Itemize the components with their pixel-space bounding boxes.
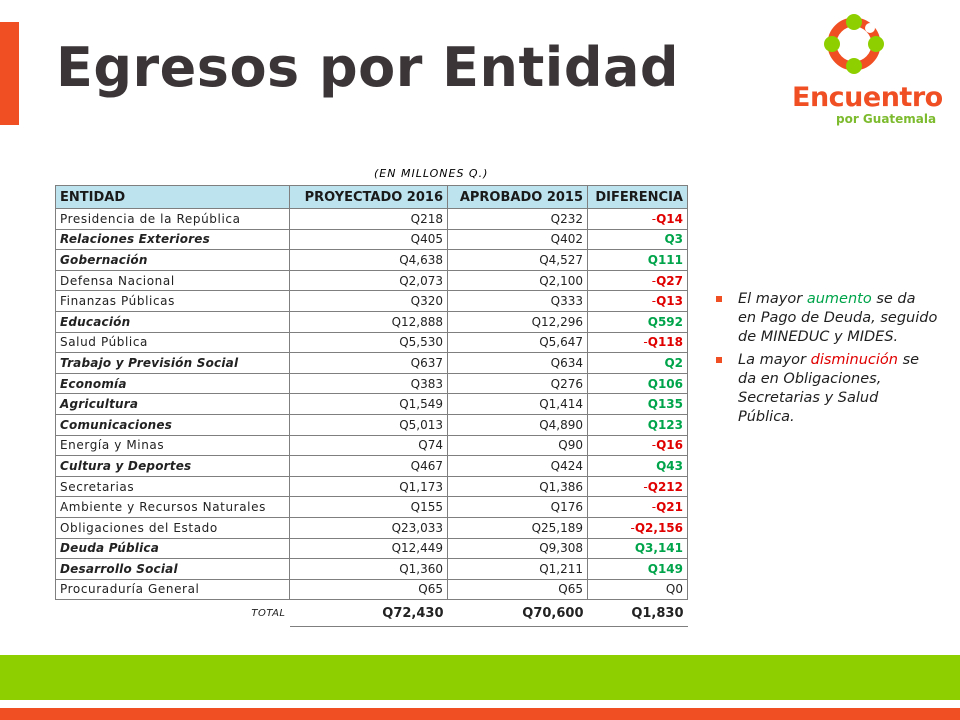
cell-entidad: Trabajo y Previsión Social <box>56 353 290 374</box>
difference-value: Q118 <box>647 335 683 350</box>
cell-proyectado: Q383 <box>290 373 448 394</box>
bullet-list <box>728 290 938 431</box>
cell-proyectado: Q1,173 <box>290 476 448 497</box>
bullet-text: se da en Obligaciones, Secretarias y Salud Pública. <box>738 352 920 425</box>
cell-entidad: Presidencia de la República <box>56 209 290 230</box>
cell-aprobado: Q424 <box>448 456 588 477</box>
logo-ring <box>824 14 884 74</box>
cell-entidad: Salud Pública <box>56 332 290 353</box>
negative-sign: - <box>651 273 657 288</box>
bullet-highlight: aumento <box>806 291 872 307</box>
total-label: TOTAL <box>251 608 286 620</box>
table-caption: (EN MILLONES Q.) <box>374 167 489 180</box>
table-row <box>56 291 688 312</box>
cell-entidad: Deuda Pública <box>56 538 290 559</box>
header-entidad: ENTIDAD <box>56 186 290 209</box>
table-row <box>56 373 688 394</box>
header-aprobado: APROBADO 2015 <box>448 186 588 209</box>
cell-entidad: Agricultura <box>56 394 290 415</box>
cell-aprobado: Q232 <box>448 209 588 230</box>
cell-diferencia <box>588 291 688 312</box>
cell-diferencia <box>588 456 688 477</box>
cell-entidad: Defensa Nacional <box>56 270 290 291</box>
total-row <box>56 600 688 627</box>
negative-sign: - <box>643 335 648 350</box>
cell-entidad: Gobernación <box>56 250 290 271</box>
table-header-row <box>56 186 688 209</box>
difference-value: Q43 <box>656 458 683 473</box>
cell-aprobado: Q276 <box>448 373 588 394</box>
table-row <box>56 229 688 250</box>
table-row <box>56 250 688 271</box>
footer-green-band <box>0 655 960 700</box>
cell-aprobado: Q1,414 <box>448 394 588 415</box>
cell-diferencia <box>588 209 688 230</box>
negative-sign: - <box>651 500 657 515</box>
table-row <box>56 456 688 477</box>
cell-diferencia <box>588 435 688 456</box>
table-body <box>56 209 688 600</box>
cell-proyectado: Q23,033 <box>290 517 448 538</box>
accent-bar <box>0 22 19 125</box>
cell-entidad: Procuraduría General <box>56 579 290 600</box>
cell-proyectado: Q12,449 <box>290 538 448 559</box>
logo-word: Encuentro <box>792 82 943 113</box>
cell-diferencia <box>588 373 688 394</box>
cell-diferencia <box>588 353 688 374</box>
cell-entidad: Cultura y Deportes <box>56 456 290 477</box>
total-aprobado: Q70,600 <box>448 600 588 627</box>
cell-entidad: Desarrollo Social <box>56 559 290 580</box>
footer-orange-band <box>0 708 960 720</box>
negative-sign: - <box>651 211 657 226</box>
difference-value: Q135 <box>647 397 683 412</box>
logo-subtitle: por Guatemala <box>836 112 937 126</box>
cell-diferencia <box>588 229 688 250</box>
bullet-item <box>728 351 938 427</box>
cell-diferencia <box>588 497 688 518</box>
difference-value: Q106 <box>647 376 683 391</box>
difference-value: Q0 <box>665 582 683 597</box>
difference-value: Q123 <box>647 417 683 432</box>
cell-aprobado: Q12,296 <box>448 311 588 332</box>
table-row <box>56 538 688 559</box>
cell-entidad: Obligaciones del Estado <box>56 517 290 538</box>
table-row <box>56 209 688 230</box>
table-row <box>56 311 688 332</box>
cell-proyectado: Q637 <box>290 353 448 374</box>
bullet-text: se da en Pago de Deuda, seguido de MINEDUC y MIDES. <box>738 291 938 345</box>
cell-proyectado: Q5,530 <box>290 332 448 353</box>
table-row <box>56 270 688 291</box>
difference-value: Q592 <box>647 314 683 329</box>
cell-diferencia <box>588 559 688 580</box>
cell-proyectado: Q65 <box>290 579 448 600</box>
cell-proyectado: Q218 <box>290 209 448 230</box>
difference-value: Q2 <box>664 355 683 370</box>
header-diferencia: DIFERENCIA <box>588 186 688 209</box>
cell-diferencia <box>588 332 688 353</box>
negative-sign: - <box>651 294 657 309</box>
cell-aprobado: Q1,211 <box>448 559 588 580</box>
cell-diferencia <box>588 517 688 538</box>
difference-value: Q149 <box>647 561 683 576</box>
difference-value: Q3 <box>664 232 683 247</box>
cell-aprobado: Q1,386 <box>448 476 588 497</box>
budget-table <box>55 185 688 627</box>
cell-diferencia <box>588 394 688 415</box>
cell-entidad: Finanzas Públicas <box>56 291 290 312</box>
cell-aprobado: Q9,308 <box>448 538 588 559</box>
table-row <box>56 497 688 518</box>
total-proyectado: Q72,430 <box>290 600 448 627</box>
difference-value: Q3,141 <box>634 541 683 556</box>
cell-aprobado: Q634 <box>448 353 588 374</box>
cell-proyectado: Q1,549 <box>290 394 448 415</box>
cell-entidad: Economía <box>56 373 290 394</box>
difference-value: Q21 <box>656 500 683 515</box>
cell-proyectado: Q405 <box>290 229 448 250</box>
cell-proyectado: Q467 <box>290 456 448 477</box>
bullet-item <box>728 290 938 347</box>
cell-diferencia <box>588 476 688 497</box>
cell-proyectado: Q1,360 <box>290 559 448 580</box>
table-row <box>56 394 688 415</box>
cell-entidad: Relaciones Exteriores <box>56 229 290 250</box>
difference-value: Q16 <box>656 438 683 453</box>
cell-aprobado: Q90 <box>448 435 588 456</box>
total-diferencia: Q1,830 <box>588 600 688 627</box>
cell-diferencia <box>588 414 688 435</box>
cell-proyectado: Q74 <box>290 435 448 456</box>
header-proyectado: PROYECTADO 2016 <box>290 186 448 209</box>
cell-aprobado: Q402 <box>448 229 588 250</box>
difference-value: Q14 <box>656 211 683 226</box>
negative-sign: - <box>643 479 648 494</box>
cell-proyectado: Q4,638 <box>290 250 448 271</box>
difference-value: Q27 <box>656 273 683 288</box>
cell-diferencia <box>588 250 688 271</box>
difference-value: Q13 <box>656 294 683 309</box>
table-row <box>56 559 688 580</box>
cell-entidad: Ambiente y Recursos Naturales <box>56 497 290 518</box>
cell-aprobado: Q4,890 <box>448 414 588 435</box>
cell-entidad: Secretarias <box>56 476 290 497</box>
cell-aprobado: Q4,527 <box>448 250 588 271</box>
cell-proyectado: Q5,013 <box>290 414 448 435</box>
table-row <box>56 414 688 435</box>
table-row <box>56 435 688 456</box>
difference-value: Q212 <box>647 479 683 494</box>
table-row <box>56 517 688 538</box>
table-row <box>56 579 688 600</box>
negative-sign: - <box>630 520 635 535</box>
cell-aprobado: Q65 <box>448 579 588 600</box>
cell-aprobado: Q5,647 <box>448 332 588 353</box>
cell-aprobado: Q25,189 <box>448 517 588 538</box>
cell-diferencia <box>588 270 688 291</box>
negative-sign: - <box>651 438 657 453</box>
bullet-highlight: disminución <box>810 352 898 368</box>
cell-aprobado: Q333 <box>448 291 588 312</box>
cell-proyectado: Q2,073 <box>290 270 448 291</box>
cell-entidad: Energía y Minas <box>56 435 290 456</box>
table-row <box>56 332 688 353</box>
cell-aprobado: Q176 <box>448 497 588 518</box>
difference-value: Q2,156 <box>634 520 683 535</box>
bullet-marker-icon <box>716 296 722 302</box>
cell-diferencia <box>588 538 688 559</box>
cell-aprobado: Q2,100 <box>448 270 588 291</box>
cell-proyectado: Q155 <box>290 497 448 518</box>
bullet-text: El mayor <box>738 291 807 307</box>
table-row <box>56 476 688 497</box>
bullet-marker-icon <box>716 357 722 363</box>
cell-proyectado: Q320 <box>290 291 448 312</box>
bullet-text: La mayor <box>738 352 811 368</box>
cell-entidad: Educación <box>56 311 290 332</box>
table-row <box>56 353 688 374</box>
cell-proyectado: Q12,888 <box>290 311 448 332</box>
cell-entidad: Comunicaciones <box>56 414 290 435</box>
cell-diferencia <box>588 579 688 600</box>
cell-diferencia <box>588 311 688 332</box>
difference-value: Q111 <box>647 252 683 267</box>
slide-title: Egresos por Entidad <box>56 36 680 99</box>
